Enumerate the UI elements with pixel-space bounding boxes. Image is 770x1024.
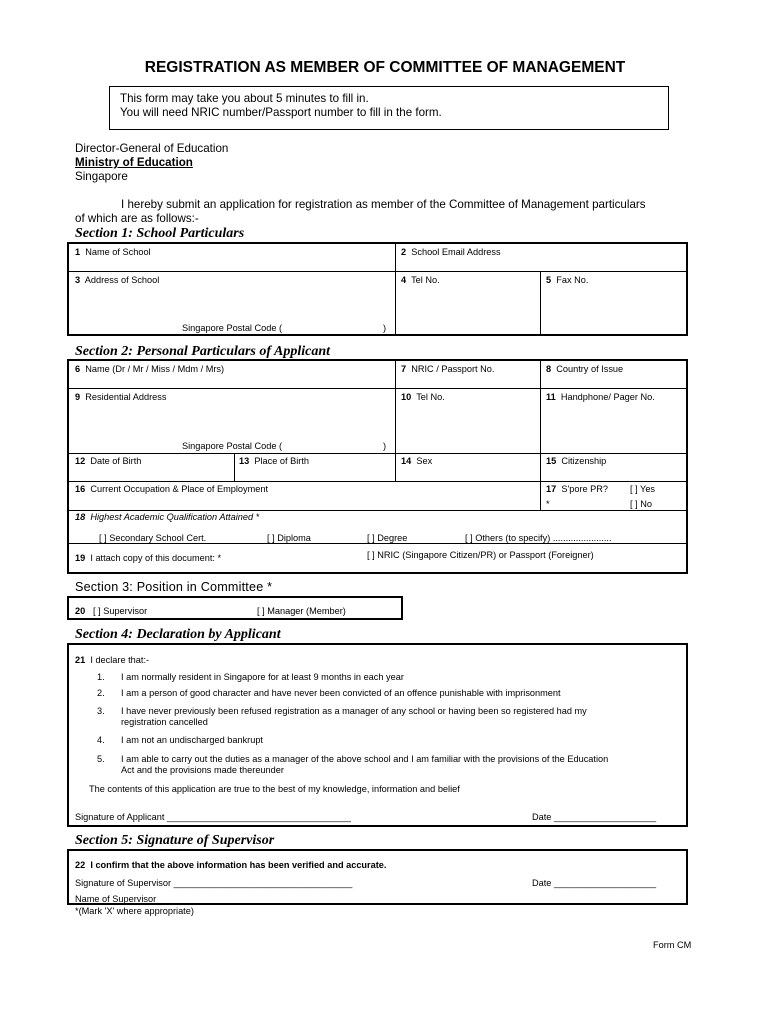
footnote: *(Mark 'X' where appropriate) (75, 906, 194, 916)
declaration-3-text: I have never previously been refused registration as a manager of any school or having been so registered had my (121, 706, 587, 716)
field-17-spore-pr: 17 S'pore PR? (546, 484, 609, 494)
field-1-name-of-school[interactable]: 1 Name of School (75, 247, 151, 257)
field-3-address-of-school[interactable]: 3 Address of School (75, 275, 160, 285)
section-5-heading: Section 5: Signature of Supervisor (75, 833, 275, 848)
addressee-line-1: Director-General of Education (75, 142, 229, 155)
qual-secondary-checkbox[interactable]: [ ] Secondary School Cert. (99, 533, 207, 543)
field-15-citizenship[interactable]: 15 Citizenship (546, 456, 607, 466)
school-postal-code-label: Singapore Postal Code ( (182, 323, 283, 333)
instructions-box (109, 86, 669, 130)
field-21-declare: 21 I declare that:- (75, 655, 150, 665)
declaration-1-number: 1. (97, 672, 105, 682)
school-postal-code-close: ) (383, 323, 387, 333)
attach-nric-checkbox[interactable]: [ ] NRIC (Singapore Citizen/PR) or Passport (Foreigner) (367, 550, 594, 560)
field-7-nric-passport[interactable]: 7 NRIC / Passport No. (401, 364, 495, 374)
section-3-table (67, 596, 403, 620)
field-11-handphone[interactable]: 11 Handphone/ Pager No. (546, 392, 655, 402)
addressee-line-3: Singapore (75, 170, 128, 183)
field-9-residential-address[interactable]: 9 Residential Address (75, 392, 167, 402)
field-2-school-email[interactable]: 2 School Email Address (401, 247, 501, 257)
section-1-heading: Section 1: School Particulars (75, 226, 245, 241)
residential-postal-code-close: ) (383, 441, 387, 451)
addressee-line-2: Ministry of Education (75, 156, 193, 169)
declaration-3-number: 3. (97, 706, 105, 716)
declaration-3-text-cont: registration cancelled (121, 717, 208, 727)
field-18-qualification: 18 Highest Academic Qualification Attained * (75, 512, 260, 522)
form-title: REGISTRATION AS MEMBER OF COMMITTEE OF MANAGEMENT (144, 59, 626, 76)
field-20-number: 20 (75, 606, 86, 616)
field-12-date-of-birth[interactable]: 12 Date of Birth (75, 456, 142, 466)
section-4-table (67, 643, 688, 827)
field-14-sex[interactable]: 14 Sex (401, 456, 433, 466)
field-10-tel-no[interactable]: 10 Tel No. (401, 392, 445, 402)
field-6-name[interactable]: 6 Name (Dr / Mr / Miss / Mdm / Mrs) (75, 364, 225, 374)
declaration-4-number: 4. (97, 735, 105, 745)
section-3-heading: Section 3: Position in Committee * (75, 580, 273, 594)
declaration-2-number: 2. (97, 688, 105, 698)
qual-others-checkbox[interactable]: [ ] Others (to specify) ....................... (465, 533, 612, 543)
intro-line-1: I hereby submit an application for registration as member of the Committee of Management particulars (121, 198, 646, 211)
field-8-country-of-issue[interactable]: 8 Country of Issue (546, 364, 624, 374)
declaration-4-text: I am not an undischarged bankrupt (121, 735, 263, 745)
contents-true-statement: The contents of this application are true to the best of my knowledge, information and belief (89, 784, 460, 794)
applicant-signature-field[interactable]: Signature of Applicant ____________________________________ (75, 812, 351, 822)
declaration-5-number: 5. (97, 754, 105, 764)
form-code: Form CM (653, 940, 692, 950)
intro-line-2: of which are as follows:- (75, 212, 199, 225)
supervisor-name-field[interactable]: Name of Supervisor _______________________________________ (75, 894, 359, 904)
pr-yes-checkbox[interactable]: [ ] Yes (630, 484, 656, 494)
field-4-tel-no[interactable]: 4 Tel No. (401, 275, 440, 285)
declaration-1-text: I am normally resident in Singapore for at least 9 months in each year (121, 672, 404, 682)
supervisor-date-field[interactable]: Date ____________________ (532, 878, 657, 888)
section-1-table (67, 242, 688, 336)
section-2-heading: Section 2: Personal Particulars of Applicant (75, 344, 330, 359)
residential-postal-code-label: Singapore Postal Code ( (182, 441, 283, 451)
qual-degree-checkbox[interactable]: [ ] Degree (367, 533, 408, 543)
field-5-fax-no[interactable]: 5 Fax No. (546, 275, 589, 285)
instructions-line-2: You will need NRIC number/Passport number to fill in the form. (120, 106, 442, 119)
supervisor-signature-field[interactable]: Signature of Supervisor ___________________________________ (75, 878, 353, 888)
declaration-5-text-cont: Act and the provisions made thereunder (121, 765, 284, 775)
applicant-date-field[interactable]: Date ____________________ (532, 812, 657, 822)
declaration-2-text: I am a person of good character and have never been convicted of an offence punishable with imprisonment (121, 688, 561, 698)
field-22-confirm: 22 I confirm that the above information has been verified and accurate. (75, 860, 387, 870)
section-5-table (67, 849, 688, 905)
position-supervisor-checkbox[interactable]: [ ] Supervisor (93, 606, 148, 616)
field-16-occupation[interactable]: 16 Current Occupation & Place of Employment (75, 484, 269, 494)
declaration-5-text: I am able to carry out the duties as a manager of the above school and I am familiar with the provisions of the Education (121, 754, 609, 764)
instructions-line-1: This form may take you about 5 minutes to fill in. (120, 92, 369, 105)
field-19-attach-copy: 19 I attach copy of this document: * (75, 553, 222, 563)
field-13-place-of-birth[interactable]: 13 Place of Birth (239, 456, 309, 466)
pr-asterisk: * (546, 499, 550, 509)
section-2-table (67, 359, 688, 574)
section-4-heading: Section 4: Declaration by Applicant (75, 627, 281, 642)
position-manager-checkbox[interactable]: [ ] Manager (Member) (257, 606, 346, 616)
qual-diploma-checkbox[interactable]: [ ] Diploma (267, 533, 311, 543)
pr-no-checkbox[interactable]: [ ] No (630, 499, 652, 509)
